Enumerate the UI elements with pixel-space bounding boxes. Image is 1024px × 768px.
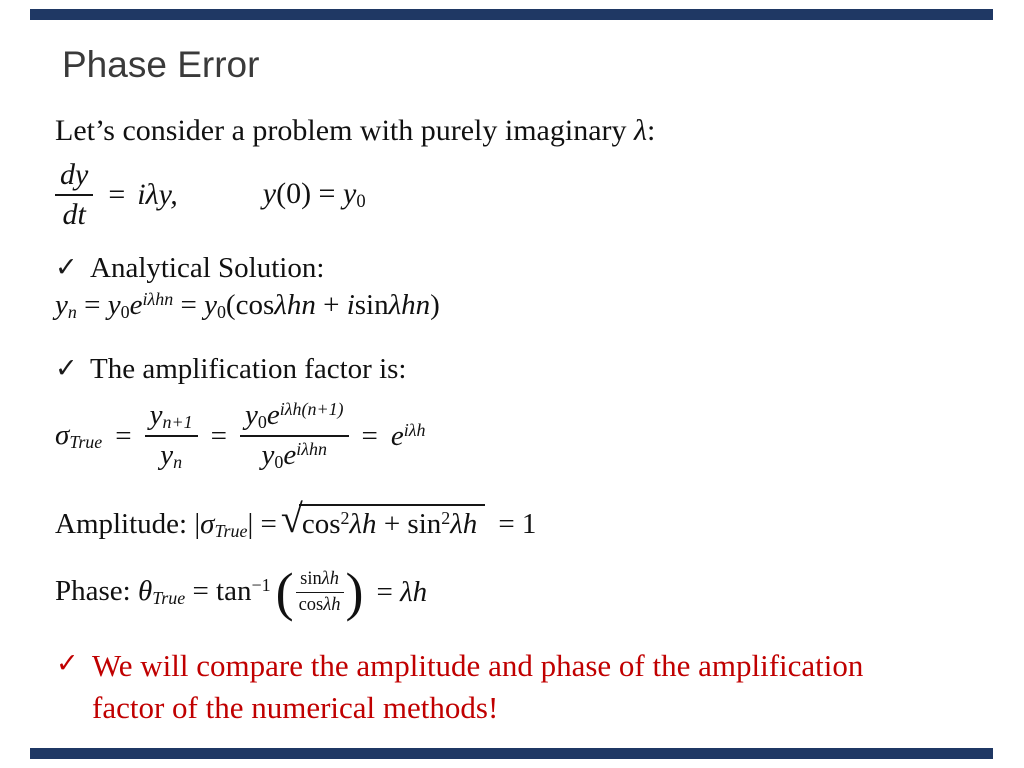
math-token: y [160, 439, 174, 471]
equals-sign: = [376, 575, 401, 608]
ode-equation [55, 156, 366, 234]
math-token: λhn [274, 289, 316, 321]
cos-function: cos [301, 508, 341, 540]
math-token: y [342, 176, 357, 210]
amplitude-label-group [55, 508, 277, 542]
amplitude-label: Amplitude: [55, 508, 195, 540]
intro-sentence [55, 114, 655, 148]
equals-sign: = [115, 419, 132, 452]
math-token: λh [323, 594, 341, 615]
paren: ) [430, 289, 440, 321]
equals-sign: = [361, 419, 378, 452]
superscript: iλh(n+1) [279, 399, 344, 420]
subscript: n [173, 451, 183, 472]
math-token: e [129, 289, 143, 321]
math-token: y [149, 399, 163, 432]
analytical-heading: Analytical Solution: [90, 252, 325, 284]
equals-sign: = [210, 419, 227, 452]
math-token: y [262, 176, 277, 210]
math-token: λh [349, 508, 377, 540]
plus-sign: + [315, 289, 347, 321]
math-token: e [266, 399, 280, 432]
subscript: 0 [216, 301, 226, 322]
intro-text: Let’s consider a problem with purely imaginary [55, 114, 635, 147]
cos-function: cos [235, 289, 275, 321]
conclusion-line: We will compare the amplitude and phase of the amplification [92, 648, 864, 683]
phase-result: λh [400, 575, 428, 608]
fraction-dy-dt [55, 158, 93, 232]
amplification-heading: The amplification factor is: [90, 353, 407, 385]
sin-function: sin [354, 289, 389, 321]
page-title: Phase Error [62, 44, 260, 85]
intro-colon: : [647, 114, 656, 147]
math-token: (0) = [276, 176, 343, 210]
fraction-yn1-yn [145, 399, 198, 473]
math-token: e [283, 439, 297, 471]
phase-label-group [55, 575, 271, 609]
bottom-accent-bar [30, 748, 993, 759]
equals-sign: = [185, 575, 217, 608]
sin-function: sin [407, 508, 442, 540]
fraction-denominator [145, 437, 198, 473]
equals-sign: = [108, 178, 126, 211]
fraction-exponentials [240, 399, 349, 473]
subscript: True [214, 520, 248, 541]
abs-bar: | [194, 508, 201, 540]
result-exponential [391, 420, 426, 453]
checkmark-icon: ✓ [56, 648, 79, 679]
phase-result-group [377, 576, 428, 609]
fraction-numerator [240, 399, 349, 437]
equals-sign: = [76, 289, 108, 321]
phase-equation: Phase: θTrue = $\tan^{-1}$ ( $\frac{\sin\lambda h}{\cos\lambda h}$ ) = λh [55, 562, 428, 622]
fraction-numerator [145, 399, 198, 437]
fraction-denominator: dt [62, 198, 86, 231]
math-token: σ [200, 508, 215, 540]
cos-function: cos [298, 594, 324, 615]
subscript: n [67, 301, 77, 322]
amplification-equation [55, 390, 426, 482]
superscript: iλh [403, 419, 426, 440]
checkmark-icon: ✓ [55, 252, 78, 283]
equals-sign: = [173, 289, 205, 321]
math-token: y [261, 439, 275, 471]
radical-sign: √ [280, 496, 303, 541]
checkmark-icon: ✓ [55, 353, 78, 384]
math-token: e [390, 419, 404, 452]
math-token: σ [55, 419, 70, 452]
analytical-equation [55, 289, 440, 323]
subscript: True [69, 431, 103, 452]
fraction-numerator [296, 569, 344, 593]
math-token: y [55, 289, 68, 321]
math-token: λhn [388, 289, 431, 321]
subscript: True [152, 587, 186, 608]
abs-bar-equals: | = [247, 508, 277, 540]
fraction-denominator [240, 437, 349, 473]
superscript: iλhn [296, 439, 327, 460]
subscript: 0 [257, 412, 267, 432]
amplitude-equation [55, 496, 537, 542]
square-root [280, 496, 485, 541]
plus-sign: + [376, 508, 408, 540]
conclusion-line: factor of the numerical methods! [92, 690, 499, 725]
tan-function: tan [216, 575, 252, 608]
superscript: −1 [251, 575, 271, 596]
subscript: 0 [274, 451, 284, 472]
math-token: y [204, 289, 217, 321]
superscript: 2 [340, 508, 350, 529]
math-token: y [107, 289, 121, 321]
fraction-numerator: dy [55, 158, 93, 196]
math-token: i [346, 289, 355, 321]
ode-rhs: iλy, [137, 178, 178, 211]
fraction-denominator [296, 593, 344, 616]
math-token: y [244, 399, 258, 432]
subscript: n+1 [162, 412, 193, 432]
subscript: 0 [356, 191, 366, 213]
initial-condition [263, 177, 366, 213]
math-token: θ [137, 575, 153, 608]
math-token: λh [321, 568, 339, 589]
fraction-sin-cos [296, 569, 344, 616]
sin-function: sin [300, 568, 322, 589]
amplitude-result: = 1 [498, 508, 537, 540]
subscript: 0 [120, 301, 130, 322]
sigma-true [55, 419, 102, 453]
phase-label: Phase: [55, 575, 138, 608]
paren: ( [225, 289, 236, 321]
lambda-symbol: λ [634, 114, 648, 147]
top-accent-bar [30, 9, 993, 20]
superscript: 2 [441, 508, 451, 529]
radicand [299, 504, 485, 541]
math-token: λh [450, 508, 478, 540]
superscript: iλhn [142, 289, 174, 310]
conclusion-text [92, 645, 997, 729]
